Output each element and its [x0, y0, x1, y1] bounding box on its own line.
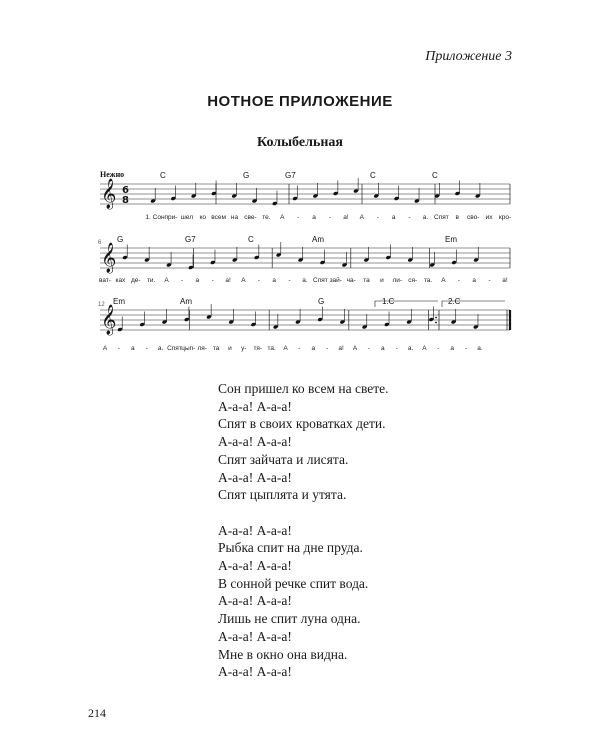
lyric-syllable: - — [457, 277, 460, 284]
lyric-syllable: А — [359, 214, 364, 221]
lyric-syllable: кро- — [498, 214, 512, 221]
lyric-syllable: ля- — [197, 345, 207, 352]
lyric-syllable: А — [280, 214, 285, 221]
lyric-syllable: те. — [262, 214, 271, 221]
lyric-syllable: а. — [302, 277, 308, 284]
chord-symbol: 1.C — [382, 297, 395, 306]
lyrics-line: В сонной речке спит вода. — [218, 575, 369, 591]
lyrics-line: А-а-а! А-а-а! — [218, 593, 292, 609]
lyric-syllable: Спят — [167, 345, 182, 352]
measure-number: 6 — [98, 240, 102, 246]
repeat-dot — [435, 317, 437, 319]
repeat-dot — [435, 322, 437, 324]
lyric-syllable: А — [283, 345, 288, 352]
lyric-syllable: Спят — [434, 214, 449, 221]
lyric-syllable: - — [145, 345, 148, 352]
lyric-syllable: а — [272, 277, 277, 284]
song-title: Колыбельная — [257, 135, 343, 150]
chord-symbol: Em — [113, 297, 125, 306]
lyrics-line: Спят зайчата и лисята. — [218, 451, 349, 467]
lyric-syllable: - — [257, 277, 260, 284]
lyric-syllable: - — [376, 214, 379, 221]
lyric-syllable: ват- — [99, 277, 111, 284]
lyric-syllable: зай- — [329, 277, 342, 284]
lyrics-line: А-а-а! А-а-а! — [218, 664, 292, 680]
lyric-syllable: сво- — [466, 214, 480, 221]
lyric-syllable: Спят — [313, 277, 328, 284]
staff-system — [100, 178, 510, 210]
lyric-syllable: а — [472, 277, 477, 284]
lyric-syllable: в — [455, 214, 459, 221]
music-score — [0, 155, 600, 370]
lyric-syllable: - — [326, 345, 329, 352]
lyric-syllable: а. — [422, 214, 429, 221]
lyric-syllable: - — [297, 214, 300, 221]
tempo-marking: Нежно — [100, 170, 125, 179]
section-title: НОТНОЕ ПРИЛОЖЕНИЕ — [207, 93, 393, 110]
lyric-syllable: а! — [502, 277, 508, 284]
lyric-syllable: цып- — [181, 345, 196, 352]
chord-symbol: Am — [180, 297, 192, 306]
chord-symbol: C — [160, 171, 166, 180]
chord-symbol: Am — [312, 235, 324, 244]
lyric-syllable: А — [441, 277, 446, 284]
lyric-syllable: ти. — [146, 277, 156, 284]
staff-system — [100, 301, 510, 336]
lyric-syllable: 1. Сон — [145, 214, 165, 221]
lyric-syllable: - — [328, 214, 332, 221]
lyric-syllable: - — [395, 345, 398, 352]
lyrics-line: Лишь не спит луна одна. — [218, 611, 361, 627]
lyrics-line: Спят цыплята и утята. — [218, 487, 347, 503]
chord-symbol: G — [117, 235, 124, 244]
lyric-syllable: на — [230, 214, 239, 221]
lyric-syllable: - — [488, 277, 491, 284]
chord-symbol: Em — [445, 235, 457, 244]
chord-symbol: G7 — [185, 235, 196, 244]
lyric-syllable: ча- — [346, 277, 356, 284]
time-signature-numerator: 6 — [122, 185, 129, 196]
lyrics-line: А-а-а! А-а-а! — [218, 522, 292, 538]
lyrics-line: А-а-а! А-а-а! — [218, 558, 292, 574]
lyric-syllable: ся- — [408, 277, 418, 284]
lyric-syllable: де- — [130, 277, 141, 284]
time-signature-denominator: 8 — [122, 195, 129, 206]
lyric-syllable: та — [212, 345, 220, 352]
lyrics-stanza — [218, 380, 389, 504]
chord-symbol: C — [248, 235, 254, 244]
lyrics-line: А-а-а! А-а-а! — [218, 398, 292, 414]
appendix-label: Приложение 3 — [425, 49, 512, 64]
treble-clef-icon: 𝄞 — [101, 243, 117, 273]
lyric-syllable: при- — [164, 214, 178, 221]
treble-clef-icon: 𝄞 — [101, 305, 117, 335]
lyric-syllable: и — [228, 345, 232, 352]
chord-symbol: G7 — [285, 171, 296, 180]
lyrics-line: Рыбка спит на дне пруда. — [218, 540, 363, 556]
lyric-syllable: а! — [338, 345, 344, 352]
lyric-syllable: всем — [211, 214, 226, 221]
lyrics-stanza — [218, 522, 389, 681]
treble-clef-icon: 𝄞 — [101, 179, 117, 209]
lyric-syllable: - — [288, 277, 291, 284]
lyric-syllable: та. — [423, 277, 433, 284]
lyric-syllable: а — [391, 214, 396, 221]
lyric-syllable: у- — [241, 345, 247, 352]
lyric-syllable: - — [367, 345, 370, 352]
lyric-syllable: све- — [244, 214, 257, 221]
lyric-syllable: а — [195, 277, 200, 284]
lyric-syllable: тя- — [253, 345, 263, 352]
lyric-syllable: их — [485, 214, 493, 221]
measure-number: 12 — [98, 302, 105, 308]
lyrics-line: А-а-а! А-а-а! — [218, 628, 292, 644]
chord-symbol: 2.C — [448, 297, 461, 306]
lyric-syllable: а — [312, 214, 316, 221]
lyrics-line: А-а-а! А-а-а! — [218, 434, 292, 450]
lyric-syllable: а — [380, 345, 385, 352]
lyrics-block — [218, 380, 389, 699]
lyric-syllable: а! — [343, 214, 349, 221]
lyric-syllable: - — [211, 277, 214, 284]
chord-symbol: C — [432, 171, 438, 180]
lyric-syllable: ко — [199, 214, 207, 221]
lyric-syllable: А — [102, 345, 108, 352]
lyric-syllable: А — [164, 277, 169, 284]
lyric-syllable: А — [241, 277, 246, 284]
lyric-syllable: - — [437, 345, 440, 352]
lyric-syllable: а! — [225, 277, 231, 284]
chord-symbol: G — [243, 171, 250, 180]
lyric-syllable: - — [298, 345, 301, 352]
lyric-syllable: а — [311, 345, 316, 352]
lyric-syllable: - — [180, 277, 184, 284]
lyrics-line: Мне в окно она видна. — [218, 646, 348, 662]
page-number: 214 — [88, 706, 106, 720]
lyric-syllable: - — [465, 345, 468, 352]
lyric-syllable: а. — [157, 345, 164, 352]
lyric-syllable: ли- — [392, 277, 403, 284]
chord-symbol: C — [370, 171, 376, 180]
lyric-syllable: а. — [477, 345, 483, 352]
lyric-syllable: а — [130, 345, 135, 352]
chord-symbol: G — [318, 297, 325, 306]
lyric-syllable: А — [352, 345, 358, 352]
lyric-syllable: та — [363, 277, 370, 284]
staff-system — [100, 242, 510, 274]
lyric-syllable: ках — [115, 277, 126, 284]
lyric-syllable: и — [380, 277, 384, 284]
lyrics-line: Сон пришел ко всем на свете. — [218, 381, 389, 396]
lyric-syllable: та. — [267, 345, 276, 352]
lyrics-line: А-а-а! А-а-а! — [218, 469, 292, 485]
lyric-syllable: А — [422, 345, 427, 352]
lyric-syllable: а — [450, 345, 455, 352]
lyric-syllable: - — [408, 214, 411, 221]
lyrics-line: Спят в своих кроватках дети. — [218, 416, 386, 432]
lyric-syllable: шел — [180, 214, 194, 221]
lyric-syllable: - — [117, 345, 120, 352]
lyric-syllable: а. — [407, 345, 414, 352]
